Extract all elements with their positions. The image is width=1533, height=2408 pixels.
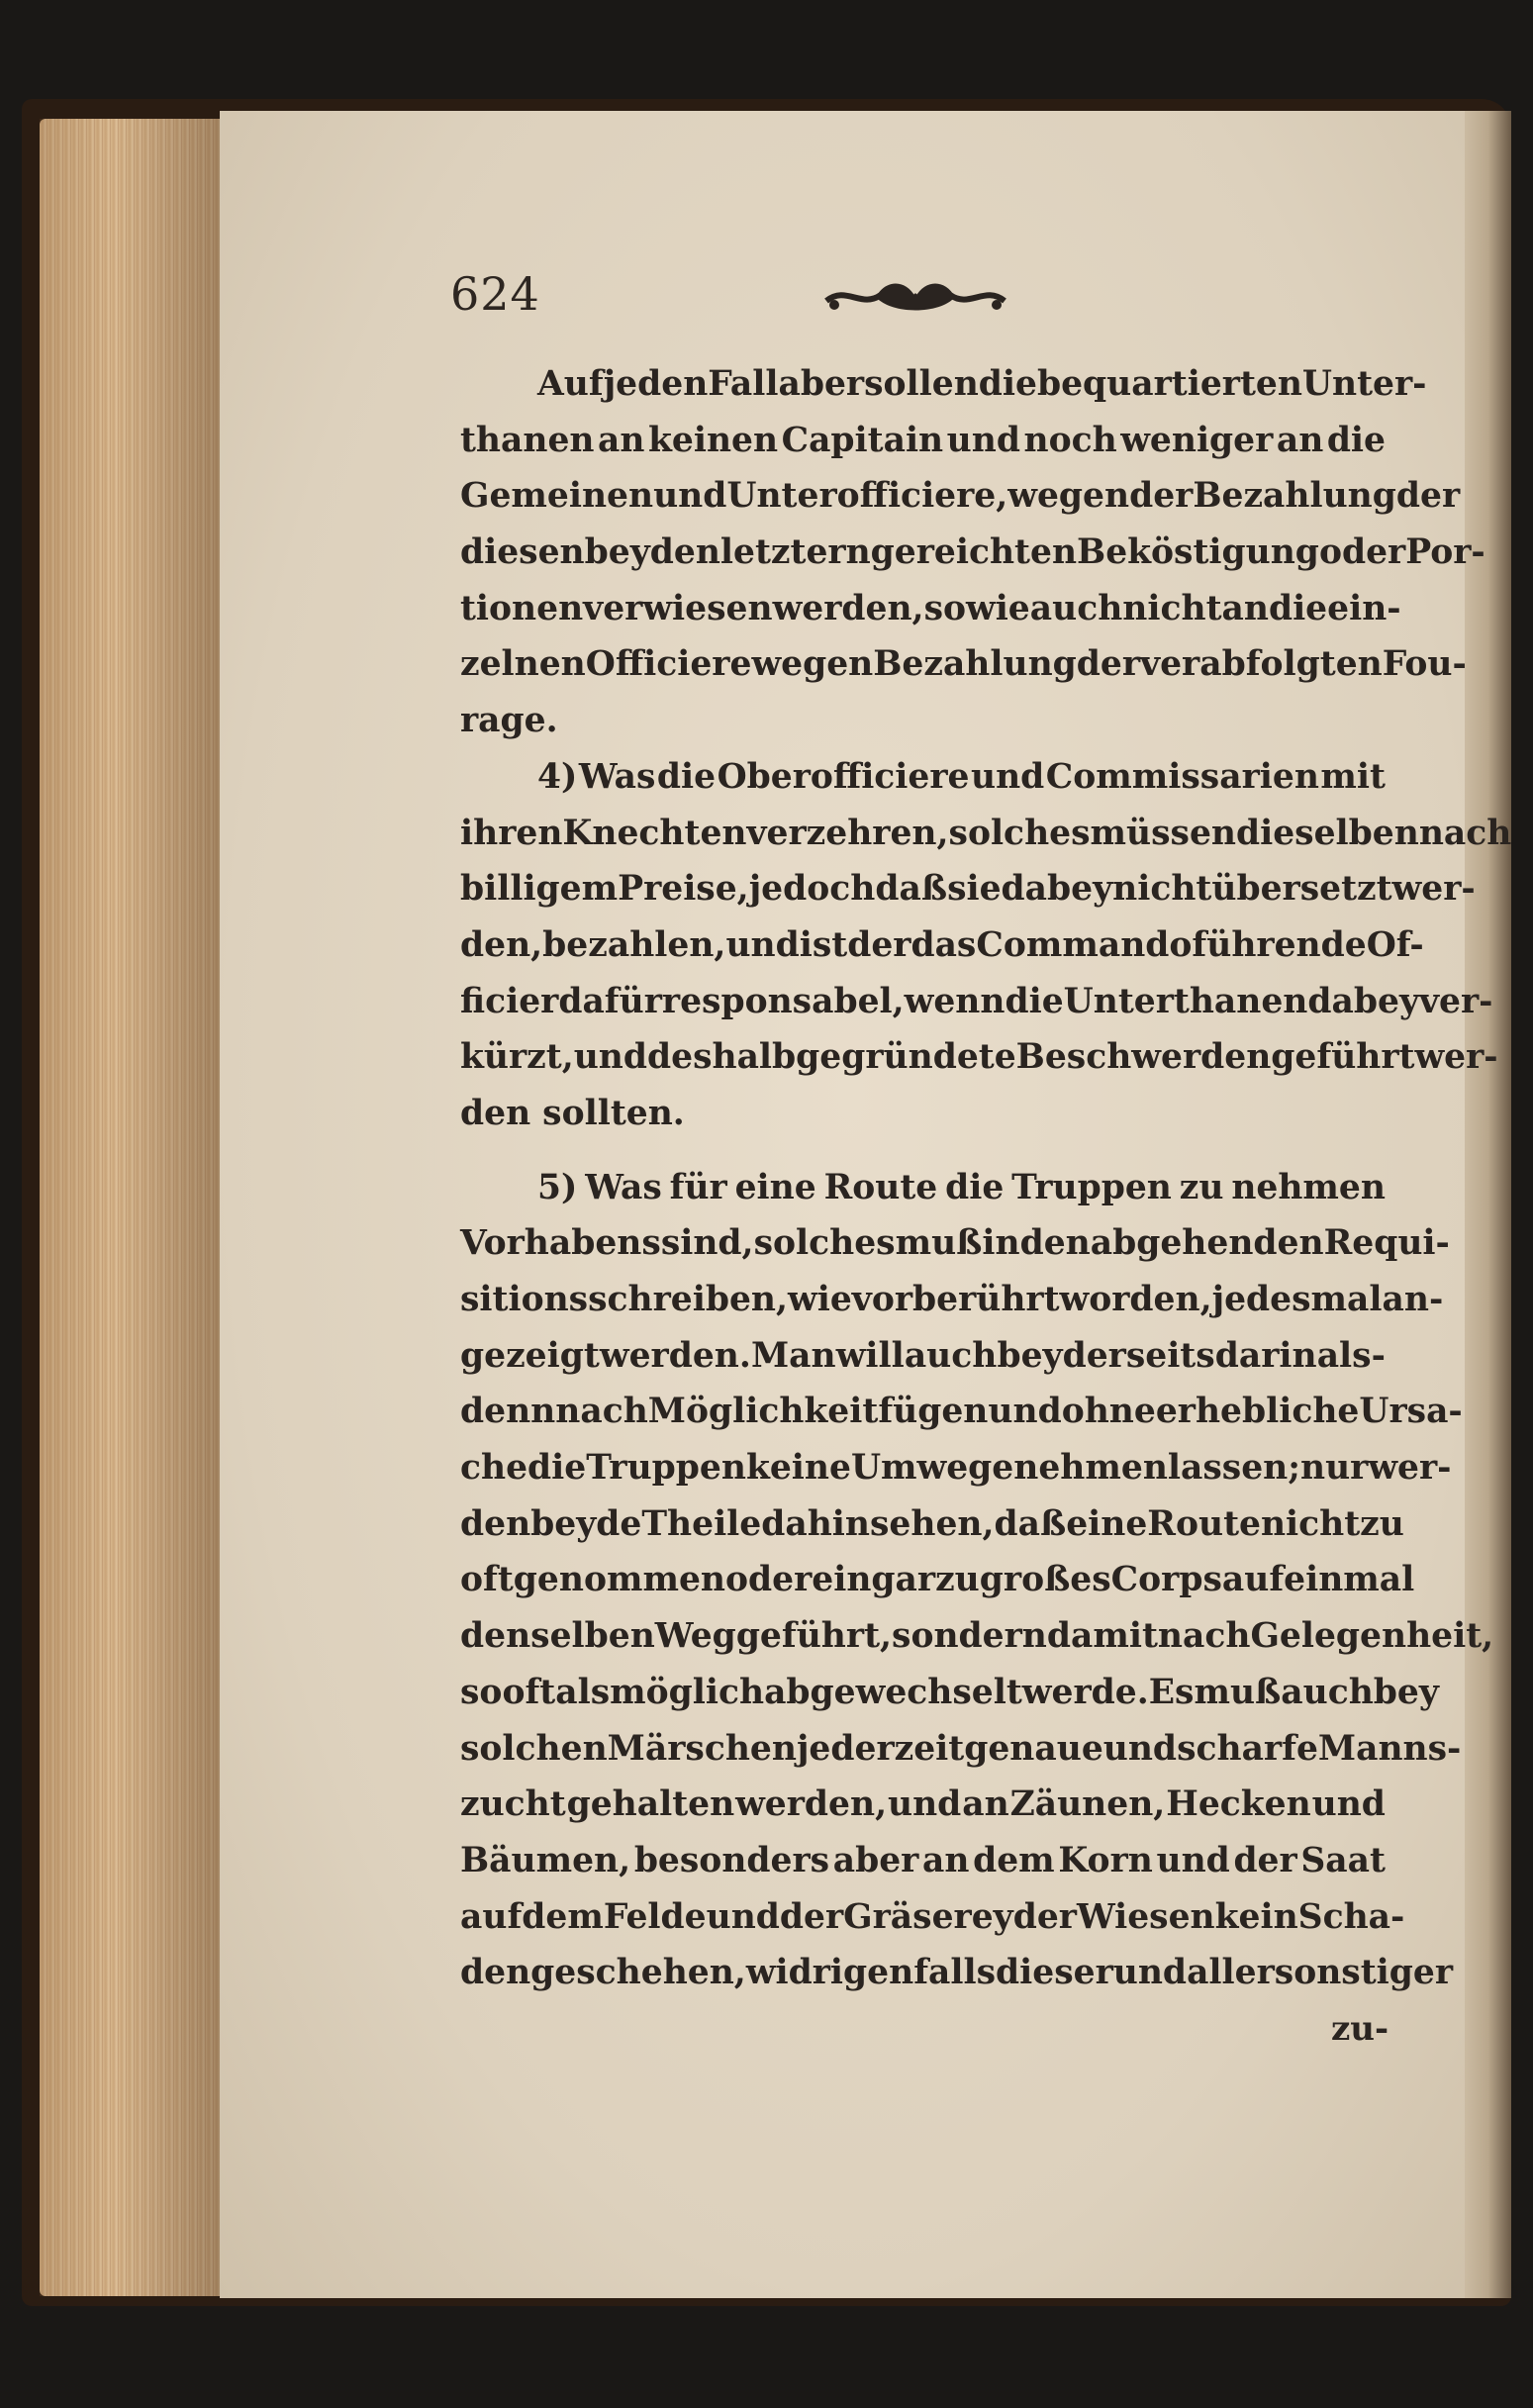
text-line: zelnen Officiere wegen Bezahlung der verabfolgten Fou- <box>460 644 1467 685</box>
text-line: zucht gehalten werden, und an Zäunen, Hecken und <box>460 1784 1386 1825</box>
text-line: ficier dafür responsabel, wenn die Unterthanen dabey ver- <box>460 981 1493 1021</box>
text-line: billigem Preise, jedoch daß sie dabey nicht übersetzt wer- <box>460 869 1476 910</box>
text-line: so oft als möglich abgewechselt werde. Es muß auch bey <box>460 1672 1439 1712</box>
text-line: oft genommen oder ein gar zu großes Corps auf einmal <box>460 1560 1415 1600</box>
body-text <box>460 356 1512 2001</box>
text-line: thanen an keinen Capitain und noch weniger an die <box>460 420 1386 460</box>
text-line: den, bezahlen, und ist der das Commando führende Of- <box>460 924 1424 965</box>
text-line: Gemeinen und Unterofficiere, wegen der Bezahlung der <box>460 476 1461 517</box>
text-line: ihren Knechten verzehren, solches müssen dieselben nach <box>460 813 1512 853</box>
text-line: solchen Märschen jederzeit genaue und scharfe Manns- <box>460 1728 1462 1769</box>
text-line: sitionsschreiben, wie vorberührt worden, jedesmal an- <box>460 1280 1444 1319</box>
text-line: Vorhabens sind, solches muß in den abgehenden Requi- <box>460 1223 1450 1264</box>
catchword: zu- <box>1331 2009 1389 2049</box>
text-line: tionen verwiesen werden, so wie auch nicht an die ein- <box>460 588 1401 628</box>
page-gutter-edge <box>1465 111 1511 2298</box>
text-line: denselben Weg geführt, sondern damit nach Gelegenheit, <box>460 1616 1494 1657</box>
page-edges <box>40 119 228 2296</box>
text-line: auf dem Felde und der Gräserey der Wiesen kein Scha- <box>460 1896 1405 1937</box>
text-line: den beyde Theile dahin sehen, daß eine Route nicht zu <box>460 1503 1404 1544</box>
text-line: rage. <box>460 701 558 741</box>
text-line: diesen beyden letztern gereichten Beköstigung oder Por- <box>460 532 1485 573</box>
page-header <box>450 267 1390 327</box>
text-line: Auf jeden Fall aber sollen die bequartierten Unter- <box>537 364 1427 404</box>
text-line: denn nach Möglichkeit fügen und ohne erhebliche Ursa- <box>460 1392 1463 1432</box>
text-line: den geschehen, widrigenfalls dieser und aller sonstiger <box>460 1953 1453 1993</box>
text-line: kürzt, und deshalb gegründete Beschwerden geführt wer- <box>460 1037 1498 1078</box>
text-line: 5) Was für eine Route die Truppen zu nehmen <box>537 1167 1386 1207</box>
floral-ornament-icon <box>816 275 1014 321</box>
text-line: 4) Was die Oberofficiere und Commissarien mit <box>537 756 1386 797</box>
text-line: den sollten. <box>460 1093 685 1133</box>
text-line: che die Truppen keine Umwege nehmen lassen; nur wer- <box>460 1448 1452 1489</box>
text-line: Bäumen, besonders aber an dem Korn und der Saat <box>460 1840 1386 1880</box>
page-number: 624 <box>450 267 540 321</box>
text-line: gezeigt werden. Man will auch beyderseits darin als- <box>460 1335 1386 1376</box>
